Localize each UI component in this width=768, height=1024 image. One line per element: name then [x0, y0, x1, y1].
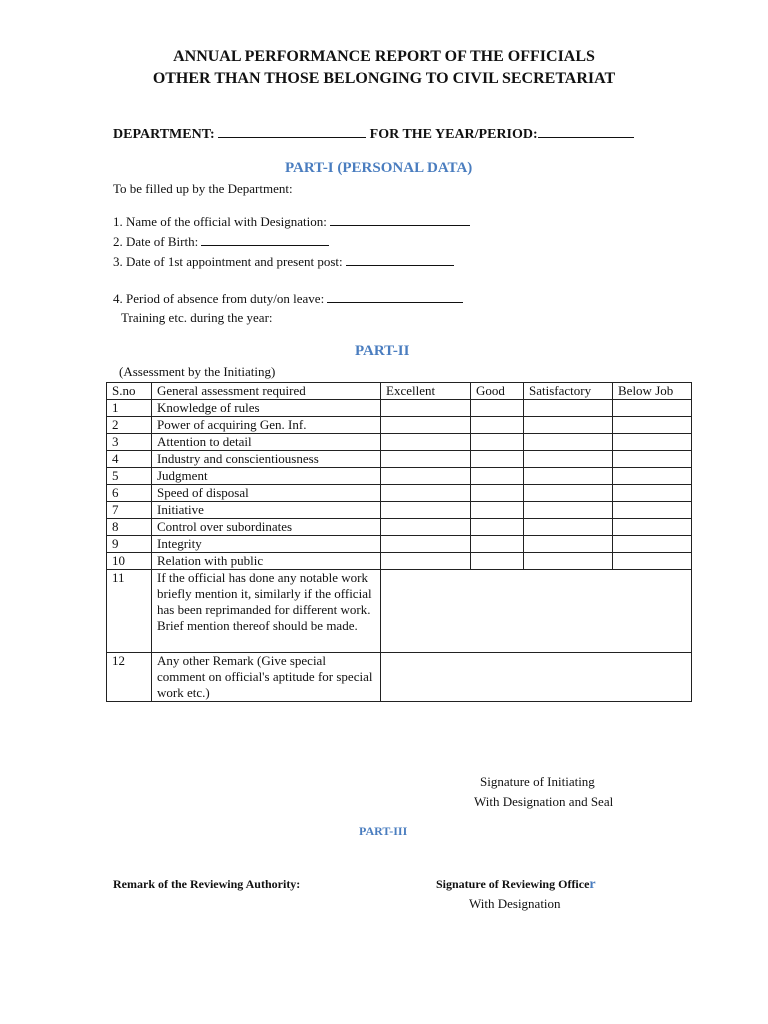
below-job-cell[interactable] — [613, 400, 692, 417]
satisfactory-cell[interactable] — [524, 485, 613, 502]
period-field[interactable] — [538, 125, 634, 138]
row-sno: 5 — [107, 468, 152, 485]
item-label: 1. Name of the official with Designation: — [113, 214, 327, 229]
table-row — [107, 434, 692, 451]
table-row — [107, 553, 692, 570]
official-name-field[interactable] — [330, 213, 470, 226]
part2-heading: PART-II — [355, 343, 410, 359]
part1-item-4-continuation: Training etc. during the year: — [121, 310, 273, 325]
below-job-cell[interactable] — [613, 553, 692, 570]
part1-intro: To be filled up by the Department: — [113, 181, 293, 196]
row-sno: 7 — [107, 502, 152, 519]
row-assessment-item: Attention to detail — [152, 434, 381, 451]
row-sno: 12 — [107, 653, 152, 702]
part3-heading: PART-III — [359, 824, 408, 838]
column-header-below-job: Below Job — [613, 383, 692, 400]
good-cell[interactable] — [471, 553, 524, 570]
good-cell[interactable] — [471, 400, 524, 417]
good-cell[interactable] — [471, 451, 524, 468]
column-header-satisfactory: Satisfactory — [524, 383, 613, 400]
good-cell[interactable] — [471, 485, 524, 502]
excellent-cell[interactable] — [381, 502, 471, 519]
table-header-row — [107, 383, 692, 400]
good-cell[interactable] — [471, 468, 524, 485]
satisfactory-cell[interactable] — [524, 502, 613, 519]
reviewing-signature-last-letter: r — [589, 877, 596, 892]
row-assessment-item: Speed of disposal — [152, 485, 381, 502]
row-assessment-item: Relation with public — [152, 553, 381, 570]
table-row — [107, 400, 692, 417]
reviewing-signature-text: Signature of Reviewing Office — [436, 877, 590, 891]
row-sno: 4 — [107, 451, 152, 468]
assessment-table — [106, 382, 692, 702]
row-assessment-item: Industry and conscientiousness — [152, 451, 381, 468]
table-row — [107, 417, 692, 434]
row-assessment-item: Initiative — [152, 502, 381, 519]
item-label: 2. Date of Birth: — [113, 234, 199, 249]
satisfactory-cell[interactable] — [524, 536, 613, 553]
table-row-other-remark — [107, 653, 692, 702]
good-cell[interactable] — [471, 434, 524, 451]
department-line — [113, 125, 634, 143]
table-row — [107, 451, 692, 468]
table-row-notable-work — [107, 570, 692, 653]
row-sno: 11 — [107, 570, 152, 653]
part1-heading: PART-I (PERSONAL DATA) — [285, 160, 473, 176]
satisfactory-cell[interactable] — [524, 400, 613, 417]
part2-subheading: (Assessment by the Initiating) — [119, 364, 276, 379]
excellent-cell[interactable] — [381, 519, 471, 536]
department-field[interactable] — [218, 125, 366, 138]
below-job-cell[interactable] — [613, 536, 692, 553]
reviewing-signature-label — [436, 877, 596, 893]
column-header-sno: S.no — [107, 383, 152, 400]
column-header-excellent: Excellent — [381, 383, 471, 400]
below-job-cell[interactable] — [613, 451, 692, 468]
row-sno: 6 — [107, 485, 152, 502]
row-assessment-item: If the official has done any notable work briefly mention it, similarly if the official has been reprimanded for different work. Brief mention thereof should be made. — [152, 570, 381, 653]
satisfactory-cell[interactable] — [524, 417, 613, 434]
below-job-cell[interactable] — [613, 502, 692, 519]
excellent-cell[interactable] — [381, 400, 471, 417]
reviewing-remark-label: Remark of the Reviewing Authority: — [113, 877, 301, 891]
excellent-cell[interactable] — [381, 417, 471, 434]
good-cell[interactable] — [471, 519, 524, 536]
initiating-designation-label: With Designation and Seal — [474, 794, 614, 809]
appointment-field[interactable] — [346, 253, 454, 266]
table-row — [107, 485, 692, 502]
good-cell[interactable] — [471, 502, 524, 519]
row-assessment-item: Control over subordinates — [152, 519, 381, 536]
excellent-cell[interactable] — [381, 553, 471, 570]
part1-item-2 — [113, 233, 329, 250]
row-assessment-item: Judgment — [152, 468, 381, 485]
item-label: 4. Period of absence from duty/on leave: — [113, 291, 325, 306]
good-cell[interactable] — [471, 536, 524, 553]
below-job-cell[interactable] — [613, 468, 692, 485]
excellent-cell[interactable] — [381, 434, 471, 451]
row-sno: 9 — [107, 536, 152, 553]
part1-item-4 — [113, 290, 463, 307]
row-assessment-item: Any other Remark (Give special comment on official's aptitude for special work etc.) — [152, 653, 381, 702]
excellent-cell[interactable] — [381, 468, 471, 485]
row-assessment-item: Knowledge of rules — [152, 400, 381, 417]
initiating-signature-label: Signature of Initiating — [480, 774, 595, 789]
below-job-cell[interactable] — [613, 417, 692, 434]
row-assessment-item: Power of acquiring Gen. Inf. — [152, 417, 381, 434]
part1-item-1 — [113, 213, 470, 230]
item-label: 3. Date of 1st appointment and present post: — [113, 254, 343, 269]
table-row — [107, 502, 692, 519]
below-job-cell[interactable] — [613, 485, 692, 502]
absence-field[interactable] — [327, 290, 463, 303]
department-label: DEPARTMENT: — [113, 127, 215, 142]
satisfactory-cell[interactable] — [524, 519, 613, 536]
below-job-cell[interactable] — [613, 519, 692, 536]
satisfactory-cell[interactable] — [524, 468, 613, 485]
page-title-line2: OTHER THAN THOSE BELONGING TO CIVIL SECRETARIAT — [152, 70, 616, 87]
notable-work-remark-cell[interactable] — [381, 570, 692, 653]
table-row — [107, 519, 692, 536]
good-cell[interactable] — [471, 417, 524, 434]
excellent-cell[interactable] — [381, 485, 471, 502]
row-sno: 2 — [107, 417, 152, 434]
satisfactory-cell[interactable] — [524, 434, 613, 451]
period-label: FOR THE YEAR/PERIOD: — [369, 127, 538, 142]
other-remark-cell[interactable] — [381, 653, 692, 702]
date-of-birth-field[interactable] — [201, 233, 329, 246]
row-assessment-item: Integrity — [152, 536, 381, 553]
part1-item-3 — [113, 253, 454, 270]
column-header-assessment: General assessment required — [152, 383, 381, 400]
satisfactory-cell[interactable] — [524, 553, 613, 570]
table-row — [107, 468, 692, 485]
table-row — [107, 536, 692, 553]
satisfactory-cell[interactable] — [524, 451, 613, 468]
excellent-cell[interactable] — [381, 536, 471, 553]
row-sno: 10 — [107, 553, 152, 570]
column-header-good: Good — [471, 383, 524, 400]
row-sno: 3 — [107, 434, 152, 451]
page-title-line1: ANNUAL PERFORMANCE REPORT OF THE OFFICIALS — [173, 48, 595, 65]
row-sno: 1 — [107, 400, 152, 417]
row-sno: 8 — [107, 519, 152, 536]
below-job-cell[interactable] — [613, 434, 692, 451]
reviewing-designation-label: With Designation — [469, 896, 561, 911]
excellent-cell[interactable] — [381, 451, 471, 468]
